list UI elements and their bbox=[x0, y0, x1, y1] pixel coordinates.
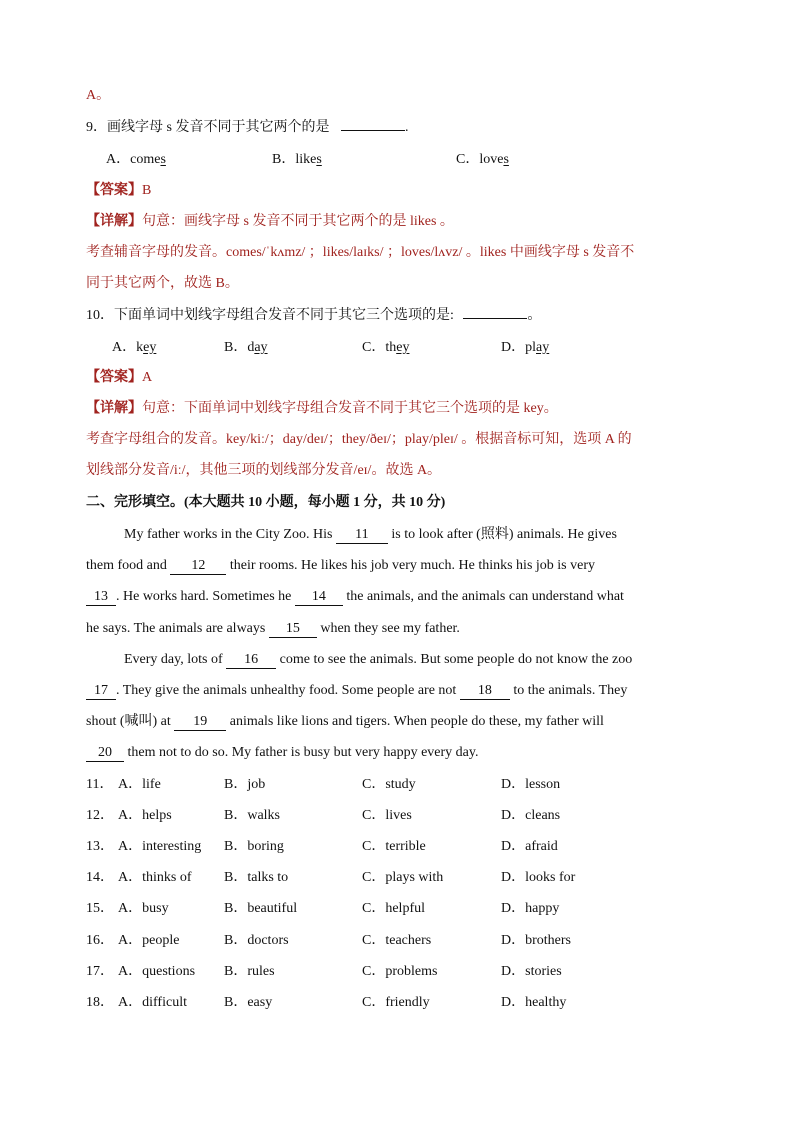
choice-number: 14． bbox=[86, 870, 114, 885]
q10-option-c[interactable]: C．they bbox=[362, 340, 410, 355]
q9-detail-line-2: 考查辅音字母的发音。comes/ˈkʌmz/ ；likes/laɪks/ ；loves/lʌvz/ 。likes 中画线字母 s 发音不 bbox=[86, 245, 635, 260]
passage-p2-line-2: 17 . They give the animals unhealthy food. Some people are not 18 to the animals. They bbox=[86, 681, 627, 701]
choice-b[interactable]: B．walks bbox=[224, 808, 281, 823]
blank-20[interactable]: 20 bbox=[86, 745, 124, 762]
choice-d[interactable]: D．stories bbox=[501, 964, 562, 979]
choice-d[interactable]: D．afraid bbox=[501, 839, 558, 854]
choice-c[interactable]: C．problems bbox=[362, 964, 438, 979]
blank-15[interactable]: 15 bbox=[269, 621, 317, 638]
choice-number: 11． bbox=[86, 777, 114, 792]
passage-p2-line-4: 20 them not to do so. My father is busy but very happy every day. bbox=[86, 743, 478, 763]
choice-c[interactable]: C．friendly bbox=[362, 995, 430, 1010]
choice-c[interactable]: C．helpful bbox=[362, 901, 425, 916]
choice-c[interactable]: C．study bbox=[362, 777, 416, 792]
q10-option-a[interactable]: A．key bbox=[112, 340, 157, 355]
q10-detail-line-2: 考查字母组合的发音。key/kiː/；day/deɪ/；they/ðeɪ/；play/pleɪ/ 。根据音标可知，选项 A 的 bbox=[86, 432, 632, 447]
q9-answer: 【答案】B bbox=[86, 183, 152, 198]
q9-detail-line-3: 同于其它两个，故选 B。 bbox=[86, 276, 239, 291]
passage-p1-line-4: he says. The animals are always 15 when they see my father. bbox=[86, 621, 460, 636]
choice-c[interactable]: C．lives bbox=[362, 808, 412, 823]
blank-14[interactable]: 14 bbox=[295, 589, 343, 606]
previous-answer-tail: A。 bbox=[86, 88, 111, 103]
choice-c[interactable]: C．plays with bbox=[362, 870, 444, 885]
passage-p2-line-1: Every day, lots of 16 come to see the animals. But some people do not know the zoo bbox=[124, 652, 633, 667]
choice-d[interactable]: D．healthy bbox=[501, 995, 567, 1010]
choice-d[interactable]: D．lesson bbox=[501, 777, 561, 792]
choice-a[interactable]: A．questions bbox=[118, 964, 196, 979]
choice-number: 16． bbox=[86, 933, 114, 948]
question-10-stem-end: 。 bbox=[527, 308, 542, 323]
question-10-text: 10．下面单词中划线字母组合发音不同于其它三个选项的是: bbox=[86, 308, 454, 323]
choice-b[interactable]: B．doctors bbox=[224, 933, 289, 948]
question-10-stem bbox=[86, 306, 541, 326]
choice-a[interactable]: A．interesting bbox=[118, 839, 202, 854]
q10-option-b[interactable]: B．day bbox=[224, 340, 268, 355]
question-9-text: 9．画线字母 s 发音不同于其它两个的是 bbox=[86, 120, 330, 135]
blank-17[interactable]: 17 bbox=[86, 683, 116, 700]
choice-c[interactable]: C．terrible bbox=[362, 839, 426, 854]
passage-p1-line-3: 13 . He works hard. Sometimes he 14 the animals, and the animals can understand what bbox=[86, 587, 624, 607]
q9-detail-line-1: 【详解】句意：画线字母 s 发音不同于其它两个的是 likes 。 bbox=[86, 214, 454, 229]
choice-d[interactable]: D．looks for bbox=[501, 870, 576, 885]
choice-c[interactable]: C．teachers bbox=[362, 933, 432, 948]
question-10-blank[interactable] bbox=[463, 318, 527, 319]
q9-option-a[interactable]: A．comes bbox=[106, 152, 166, 167]
choice-a[interactable]: A．thinks of bbox=[118, 870, 192, 885]
blank-18[interactable]: 18 bbox=[460, 683, 510, 700]
choice-b[interactable]: B．easy bbox=[224, 995, 273, 1010]
blank-13[interactable]: 13 bbox=[86, 589, 116, 606]
q10-detail-line-1: 【详解】句意：下面单词中划线字母组合发音不同于其它三个选项的是 key。 bbox=[86, 401, 558, 416]
q10-detail-line-3: 划线部分发音/iː/，其他三项的划线部分发音/eɪ/。故选 A。 bbox=[86, 463, 442, 478]
passage-p1-line-1: My father works in the City Zoo. His 11 is to look after (照料) animals. He gives bbox=[124, 527, 617, 542]
choice-b[interactable]: B．boring bbox=[224, 839, 284, 854]
question-9-blank[interactable] bbox=[341, 130, 405, 131]
choice-a[interactable]: A．busy bbox=[118, 901, 169, 916]
q10-option-d[interactable]: D．play bbox=[501, 340, 550, 355]
q9-option-b[interactable]: B．likes bbox=[272, 152, 322, 167]
choice-d[interactable]: D．cleans bbox=[501, 808, 561, 823]
q10-answer: 【答案】A bbox=[86, 370, 153, 385]
blank-12[interactable]: 12 bbox=[170, 558, 226, 575]
blank-19[interactable]: 19 bbox=[174, 714, 226, 731]
choice-number: 18． bbox=[86, 995, 114, 1010]
choice-b[interactable]: B．job bbox=[224, 777, 266, 792]
question-9-stem-end: . bbox=[404, 120, 409, 135]
blank-16[interactable]: 16 bbox=[226, 652, 276, 669]
section-2-heading: 二、完形填空。(本大题共 10 小题，每小题 1 分，共 10 分) bbox=[86, 495, 446, 510]
choice-a[interactable]: A．life bbox=[118, 777, 161, 792]
choice-number: 17． bbox=[86, 964, 114, 979]
choice-number: 13． bbox=[86, 839, 114, 854]
choice-d[interactable]: D．brothers bbox=[501, 933, 572, 948]
passage-p1-line-2: them food and 12 their rooms. He likes his job very much. He thinks his job is very bbox=[86, 558, 595, 573]
choice-b[interactable]: B．talks to bbox=[224, 870, 289, 885]
choice-d[interactable]: D．happy bbox=[501, 901, 560, 916]
choice-b[interactable]: B．beautiful bbox=[224, 901, 298, 916]
q9-option-c[interactable]: C．loves bbox=[456, 152, 509, 167]
blank-11[interactable]: 11 bbox=[336, 527, 388, 544]
passage-p2-line-3: shout (喊叫) at 19 animals like lions and tigers. When people do these, my father will bbox=[86, 714, 604, 729]
choice-b[interactable]: B．rules bbox=[224, 964, 275, 979]
question-9-stem bbox=[86, 118, 408, 138]
choice-a[interactable]: A．people bbox=[118, 933, 180, 948]
choice-a[interactable]: A．difficult bbox=[118, 995, 187, 1010]
choice-number: 15． bbox=[86, 901, 114, 916]
choice-number: 12． bbox=[86, 808, 114, 823]
choice-a[interactable]: A．helps bbox=[118, 808, 172, 823]
